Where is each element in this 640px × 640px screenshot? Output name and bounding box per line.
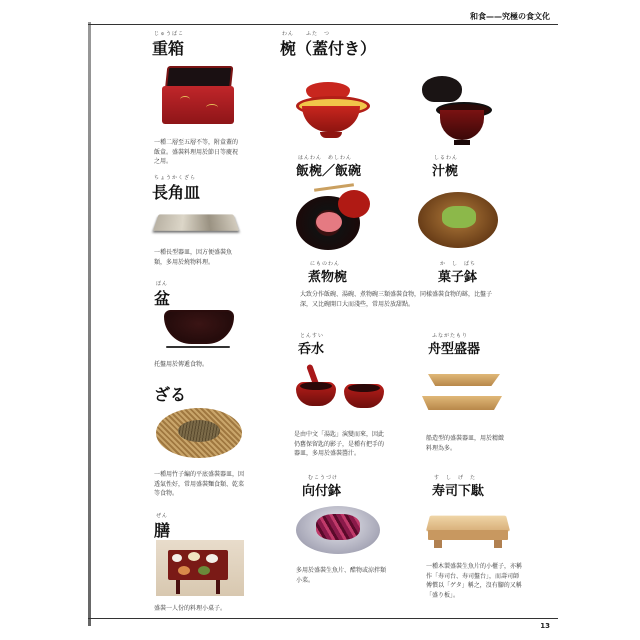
mukozuke-image: [294, 502, 384, 558]
funagata-image: [422, 366, 508, 422]
zaru-title: ざる: [154, 385, 187, 404]
zen-title: 膳: [154, 521, 171, 540]
nimonowan-title: 煮物椀: [308, 270, 348, 285]
sushigeta-image: [424, 508, 514, 554]
hanwan-ruby: はんわん めしわん: [298, 155, 353, 161]
kashibachi-title: 菓子鉢: [438, 270, 478, 285]
zen-image: [156, 540, 244, 596]
sushigeta-desc: 一種木製盛裝生魚片的小櫃子，亦稱作「寿司台、寿司盤台」，而壽司師傅慣以「ゲタ」稱之，沒有腳的又稱「盛り板」。: [426, 563, 523, 599]
shiruwan-ruby: しるわん: [434, 155, 459, 161]
tonsui-title: 呑水: [298, 342, 325, 357]
zen-ruby: ぜん: [156, 513, 169, 519]
nimonowan-image: [294, 184, 372, 254]
wan-ruby: わん ふた つ: [282, 31, 331, 37]
funagata-title: 舟型盛器: [428, 342, 481, 357]
mukozuke-desc: 多用於盛裝生魚片、醋物或涼拌類小菜。: [296, 567, 387, 584]
zen-desc: 盛裝一人份的料理小桌子。: [154, 605, 227, 612]
wan-desc: 大致分作飯碗、湯碗、煮物碗三類盛裝食物，同樣盛裝食物的缽，比盤子深，又比碗開口大而淺些，常用於放甜點。: [300, 291, 493, 308]
bon-desc: 托盤用於傳遞食物。: [154, 361, 209, 368]
hanwan-title: 飯椀／飯碗: [296, 164, 362, 179]
chokaku-desc: 一種長型器皿，因方便盛裝魚類，多用於燒物料理。: [154, 249, 233, 266]
sushigeta-title: 寿司下駄: [432, 484, 485, 499]
running-head: 和食——究極の食文化: [470, 12, 550, 21]
funagata-desc: 船造型的盛裝器皿，用於精緻料理為多。: [426, 435, 505, 452]
wan-title: 椀（蓋付き）: [280, 39, 377, 58]
book-page: [88, 8, 556, 632]
chokaku-image: [154, 206, 240, 238]
tonsui-image: [292, 360, 388, 418]
jubako-image: [160, 60, 240, 128]
chokaku-title: 長角皿: [152, 183, 201, 202]
funagata-ruby: ふながたもり: [432, 333, 469, 339]
jubako-desc: 一種二層至五層不等，附盒蓋的飯盒。盛裝料理用於節日等慶祝之用。: [154, 139, 239, 165]
bottom-rule: [88, 618, 558, 619]
nimonowan-ruby: にものわん: [310, 261, 341, 267]
shiruwan-title: 汁椀: [432, 164, 459, 179]
bon-image: [158, 308, 238, 350]
chokaku-ruby: ちょうかくざら: [154, 175, 197, 181]
kashibachi-ruby: か し ばち: [440, 261, 477, 267]
top-rule: [88, 24, 558, 25]
sushigeta-ruby: す し げ た: [434, 475, 477, 481]
bon-ruby: ぼん: [156, 281, 169, 287]
jubako-ruby: じゅうばこ: [154, 31, 185, 37]
mukozuke-title: 向付鉢: [302, 484, 342, 499]
tonsui-desc: 是由中文「湯匙」演變而來，因此仍舊保留匙的影子，是種有把手的器皿，多用於盛裝醬汁。: [294, 431, 385, 457]
shiruwan-image: [418, 72, 498, 154]
kashibachi-image: [418, 188, 500, 252]
bon-title: 盆: [154, 289, 171, 308]
page-number: 13: [540, 622, 550, 630]
page-edge: [88, 22, 91, 626]
mukozuke-ruby: むこうづけ: [308, 475, 339, 481]
jubako-title: 重箱: [152, 39, 185, 58]
zaru-image: [154, 406, 244, 460]
tonsui-ruby: とんすい: [300, 333, 325, 339]
zaru-desc: 一種用竹子編的平底盛裝器皿，因透氣性好，常用盛裝麵食類、乾菜等食物。: [154, 471, 245, 497]
hanwan-image: [292, 78, 372, 148]
